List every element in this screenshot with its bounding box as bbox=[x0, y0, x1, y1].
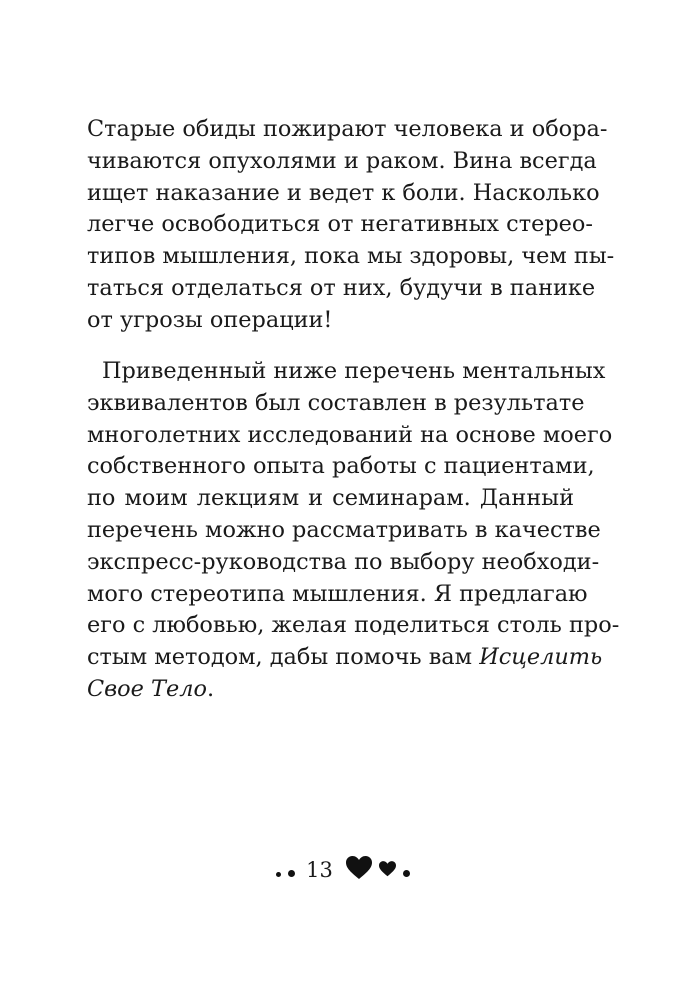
page-number: 13 bbox=[306, 858, 333, 882]
heart-icon bbox=[379, 858, 396, 882]
dot-icon bbox=[276, 872, 281, 877]
paragraph-1 bbox=[87, 114, 615, 337]
paragraph-line: от угрозы операции! bbox=[87, 306, 333, 333]
paragraph-line: по моим лекциям и семинарам. Данный bbox=[87, 485, 574, 512]
paragraph-line: типов мышления, пока мы здоровы, чем пы- bbox=[87, 243, 615, 270]
paragraph-line: легче освободиться от негативных стерео- bbox=[87, 211, 593, 238]
paragraph-line: многолетних исследований на основе моего bbox=[87, 421, 613, 448]
line-text: . bbox=[206, 675, 215, 702]
paragraph-line bbox=[87, 642, 603, 674]
paragraph-line: перечень можно рассматривать в качестве bbox=[87, 516, 601, 543]
paragraph-line: ищет наказание и ведет к боли. Насколько bbox=[87, 179, 600, 206]
paragraph-line: Приведенный ниже перечень ментальных bbox=[102, 358, 606, 384]
paragraph-line: его с любовью, желая поделиться столь про- bbox=[87, 612, 620, 639]
paragraph-2 bbox=[87, 356, 620, 706]
dot-icon bbox=[288, 870, 295, 877]
book-title-italic-part-1: Исцелить bbox=[479, 644, 603, 671]
heart-icon bbox=[346, 856, 372, 885]
book-title-italic-part-2: Свое Тело bbox=[87, 675, 207, 702]
paragraph-line bbox=[87, 674, 574, 706]
paragraph-line: чиваются опухолями и раком. Вина всегда bbox=[87, 147, 597, 174]
line-text: стым методом, дабы помочь вам bbox=[87, 644, 480, 671]
paragraph-line: эквивалентов был составлен в результате bbox=[87, 389, 585, 416]
paragraph-line: мого стереотипа мышления. Я предлагаю bbox=[87, 580, 588, 607]
page-footer bbox=[0, 850, 686, 890]
paragraph-line: Старые обиды пожирают человека и обора- bbox=[87, 116, 608, 142]
paragraph-line: таться отделаться от них, будучи в панике bbox=[87, 274, 596, 301]
dot-icon bbox=[403, 870, 410, 877]
paragraph-line: собственного опыта работы с пациентами, bbox=[87, 453, 595, 480]
paragraph-line: экспресс-руководства по выбору необходи- bbox=[87, 548, 600, 575]
